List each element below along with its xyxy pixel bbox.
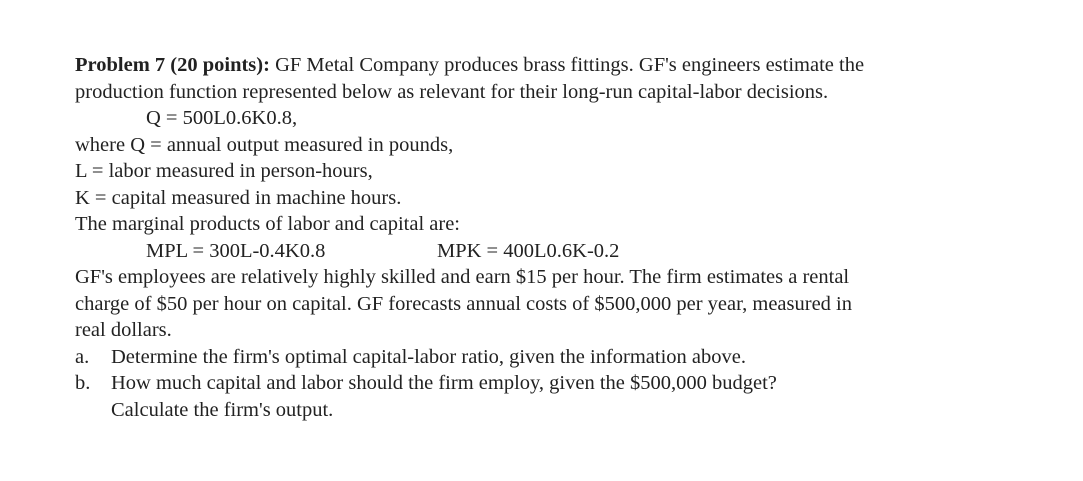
marginal-products-row [75,238,1065,265]
question-b-letter: b. [75,372,91,394]
costs-line-1: GF's employees are relatively highly skilled and earn $15 per hour. The firm estimates a rental [75,266,850,288]
question-b [75,370,1065,423]
question-a-letter: a. [75,345,90,368]
marginal-products-intro: The marginal products of labor and capital are: [75,213,460,235]
definition-k: K = capital measured in machine hours. [75,186,402,209]
production-function-equation: Q = 500L0.6K0.8, [146,107,298,129]
problem-document [75,52,1065,423]
costs-line-2: charge of $50 per hour on capital. GF forecasts annual costs of $500,000 per year, measured in [75,292,852,315]
mpk-equation: MPK = 400L0.6K-0.2 [437,239,620,262]
definition-q: where Q = annual output measured in pounds, [75,133,454,156]
costs-line-3: real dollars. [75,319,172,341]
problem-intro-text: GF Metal Company produces brass fittings. GF's engineers estimate the [269,54,865,76]
question-a-text: Determine the firm's optimal capital-labor ratio, given the information above. [111,345,746,368]
mpl-equation: MPL = 300L-0.4K0.8 [146,239,326,262]
question-b-text-line-1: How much capital and labor should the firm employ, given the $500,000 budget? [111,372,777,394]
question-a [75,344,1065,371]
problem-heading: Problem 7 (20 points): [75,54,270,76]
question-b-text-line-2: Calculate the firm's output. [111,398,334,421]
definition-l: L = labor measured in person-hours, [75,160,373,182]
problem-intro-line-2: production function represented below as relevant for their long-run capital-labor decisions. [75,80,829,103]
problem-intro-line-1 [75,52,1065,79]
